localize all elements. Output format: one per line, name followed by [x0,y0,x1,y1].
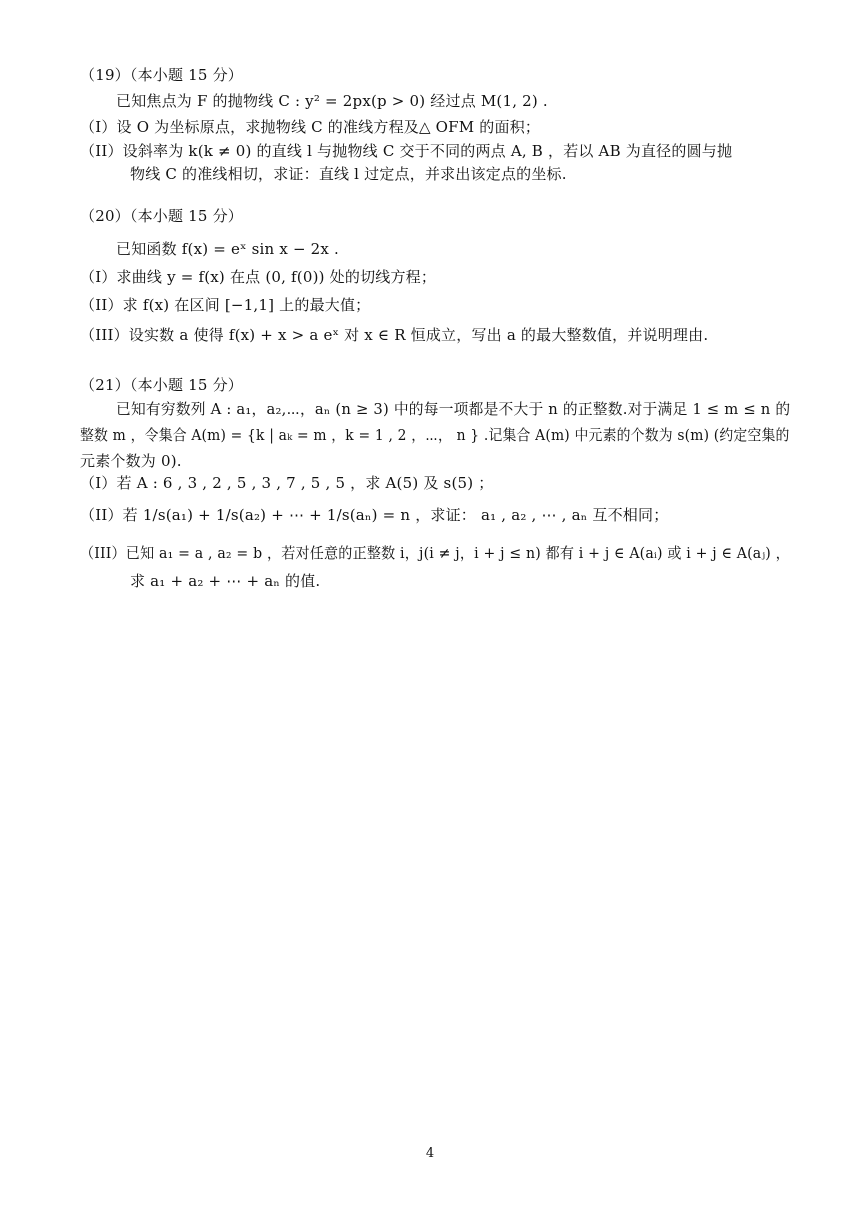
problem-21-part-1: （I）若 A : 6 , 3 , 2 , 5 , 3 , 7 , 5 , 5 ，求 A(5) 及 s(5) ； [80,474,494,492]
problem-19-part-1: （I）设 O 为坐标原点，求抛物线 C 的准线方程及△ OFM 的面积； [80,118,541,136]
problem-21-statement-2: 整数 m ，令集合 A(m) = {k | aₖ = m ，k = 1 , 2 ，⋯， n } .记集合 A(m) 中元素的个数为 s(m) (约定空集的 [80,426,790,444]
problem-21-part-3-cont: 求 a₁ + a₂ + ⋯ + aₙ 的值. [130,572,321,590]
problem-21-statement-1: 已知有穷数列 A : a₁，a₂,⋯，aₙ (n ≥ 3) 中的每一项都是不大于 n 的正整数.对于满足 1 ≤ m ≤ n 的 [116,400,791,418]
problem-21-part-3: （III）已知 a₁ = a , a₂ = b ，若对任意的正整数 i，j(i ≠ j，i + j ≤ n) 都有 i + j ∈ A(aᵢ) 或 i + j ∈ A(aⱼ) ， [80,544,790,562]
problem-21-part-2: （II）若 1/s(a₁) + 1/s(a₂) + ⋯ + 1/s(aₙ) = n ，求证： a₁ , a₂ , ⋯ , aₙ 互不相同； [80,506,669,524]
problem-19-part-2: （II）设斜率为 k(k ≠ 0) 的直线 l 与抛物线 C 交于不同的两点 A, B ，若以 AB 为直径的圆与抛 [80,142,733,160]
problem-20-part-3: （III）设实数 a 使得 f(x) + x > a eˣ 对 x ∈ R 恒成立，写出 a 的最大整数值，并说明理由. [80,326,709,344]
problem-19-part-2-cont: 物线 C 的准线相切，求证：直线 l 过定点，并求出该定点的坐标. [130,165,567,183]
problem-19-heading: （19）（本小题 15 分） [80,66,244,84]
problem-21-heading: （21）（本小题 15 分） [80,376,244,394]
problem-21-statement-3: 元素个数为 0). [80,452,182,470]
problem-20-heading: （20）（本小题 15 分） [80,207,244,225]
problem-19-statement: 已知焦点为 F 的抛物线 C : y² = 2px(p > 0) 经过点 M(1, 2) . [116,92,548,110]
problem-20-statement: 已知函数 f(x) = eˣ sin x − 2x . [116,240,340,258]
problem-20-part-1: （I）求曲线 y = f(x) 在点 (0, f(0)) 处的切线方程； [80,268,437,286]
problem-20-part-2: （II）求 f(x) 在区间 [−1,1] 上的最大值； [80,296,371,314]
page-number: 4 [425,1146,435,1161]
